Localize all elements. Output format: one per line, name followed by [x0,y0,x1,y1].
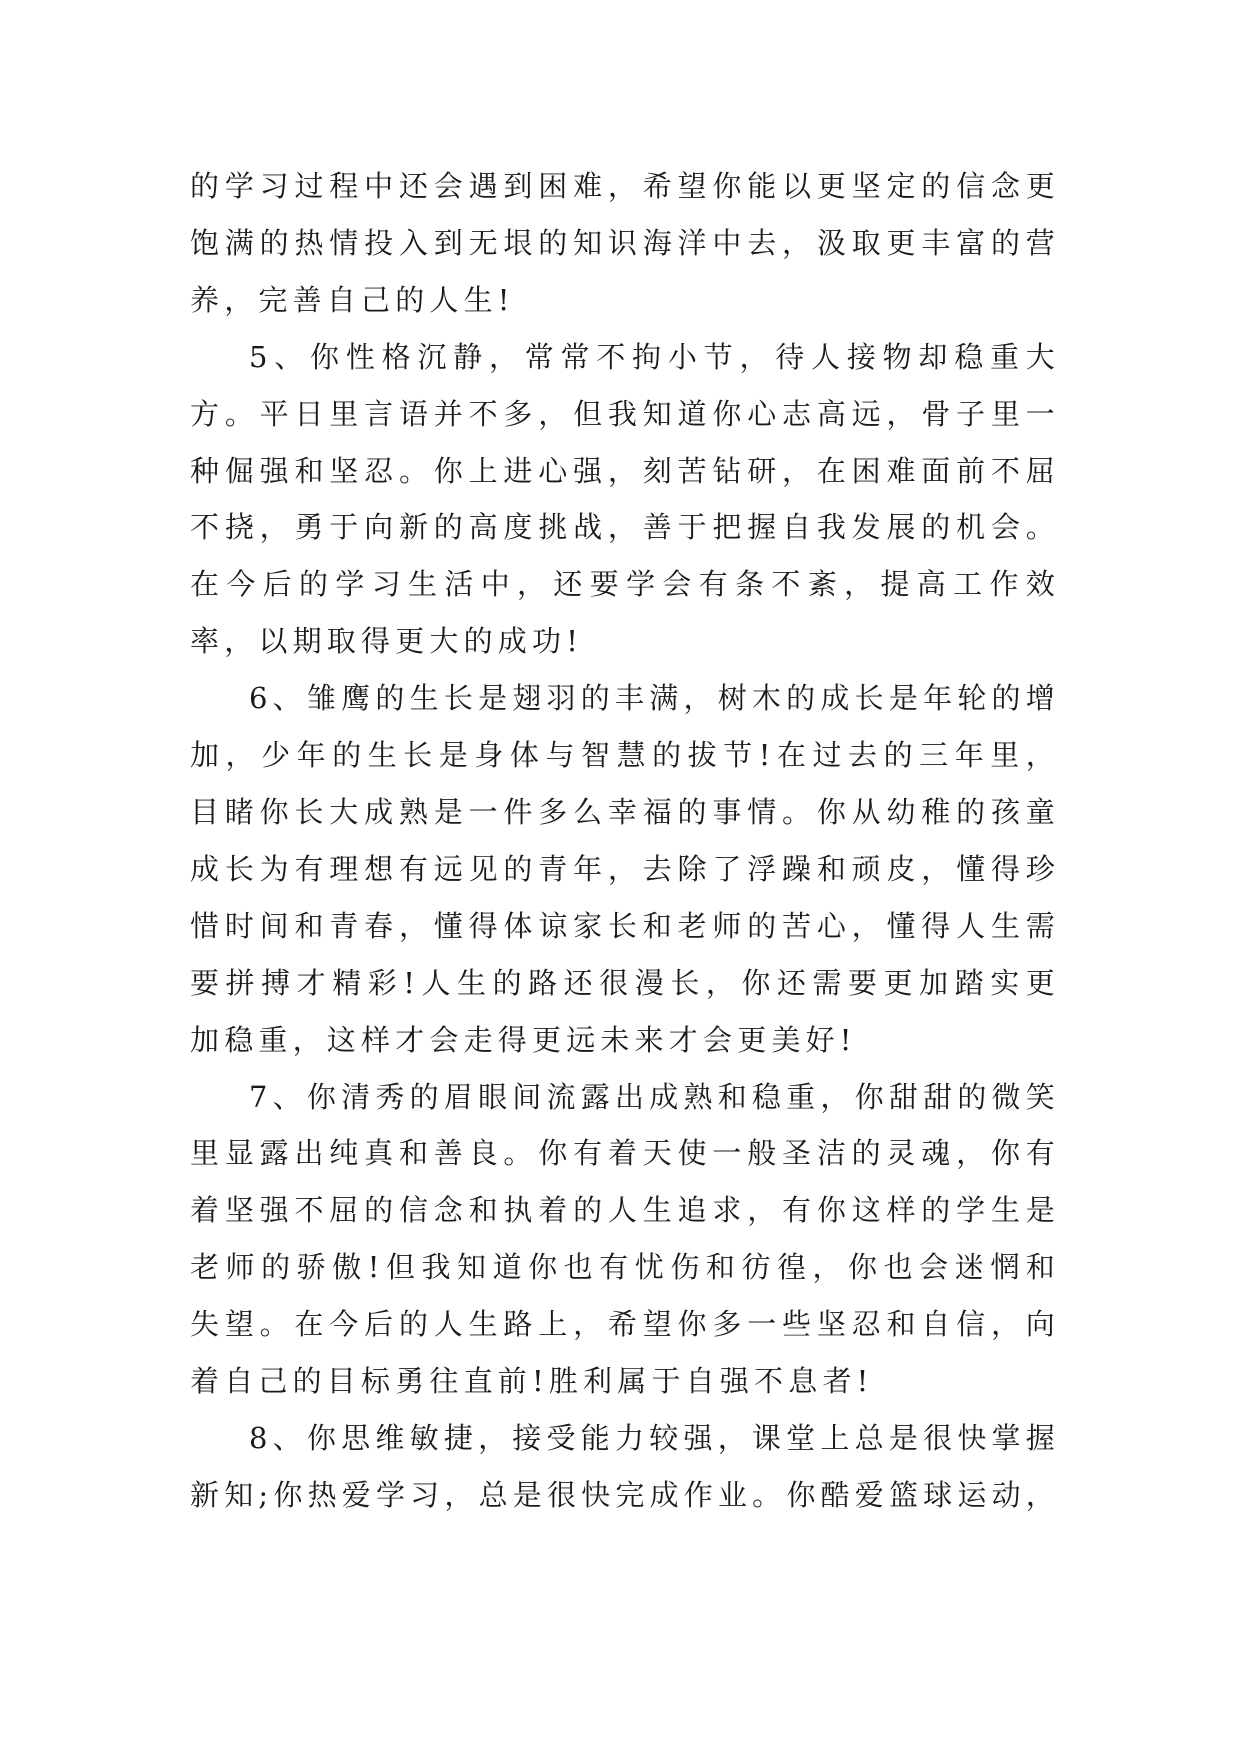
document-body [190,158,1060,1524]
paragraph-comment-5: 5、你性格沉静，常常不拘小节，待人接物却稳重大方。平日里言语并不多，但我知道你心志高远，骨子里一种倔强和坚忍。你上进心强，刻苦钻研，在困难面前不屈不挠，勇于向新的高度挑战，善于把握自我发展的机会。在今后的学习生活中，还要学会有条不紊，提高工作效率，以期取得更大的成功! [190,339,1060,659]
paragraph-comment-6: 6、雏鹰的生长是翅羽的丰满，树木的成长是年轮的增加，少年的生长是身体与智慧的拔节!在过去的三年里，目睹你长大成熟是一件多么幸福的事情。你从幼稚的孩童成长为有理想有远见的青年，去除了浮躁和顽皮，懂得珍惜时间和青春，懂得体谅家长和老师的苦心，懂得人生需要拼搏才精彩!人生的路还很漫长，你还需要更加踏实更加稳重，这样才会走得更远未来才会更美好! [190,681,1060,1057]
paragraph-comment-8: 8、你思维敏捷，接受能力较强，课堂上总是很快掌握新知;你热爱学习，总是很快完成作业。你酷爱篮球运动， [190,1420,1060,1512]
paragraph-comment-7: 7、你清秀的眉眼间流露出成熟和稳重，你甜甜的微笑里显露出纯真和善良。你有着天使一般圣洁的灵魂，你有着坚强不屈的信念和执着的人生追求，有你这样的学生是老师的骄傲!但我知道你也有忧伤和彷徨，你也会迷惘和失望。在今后的人生路上，希望你多一些坚忍和自信，向着自己的目标勇往直前!胜利属于自强不息者! [190,1079,1060,1399]
paragraph-continuation: 的学习过程中还会遇到困难，希望你能以更坚定的信念更饱满的热情投入到无垠的知识海洋中去，汲取更丰富的营养，完善自己的人生! [190,169,1060,317]
